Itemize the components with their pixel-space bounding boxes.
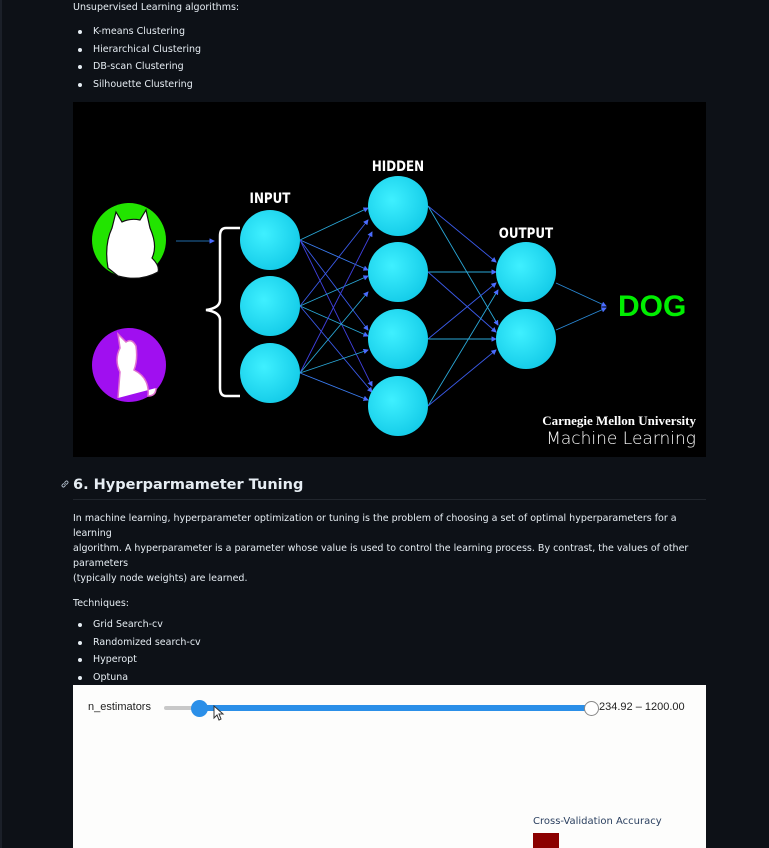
- label-hidden: HIDDEN: [371, 159, 425, 176]
- interactive-plot: [73, 685, 706, 848]
- list-item: Silhouette Clustering: [73, 76, 201, 94]
- credit-department: Machine Learning: [546, 429, 696, 449]
- list-item: Hyperopt: [73, 651, 713, 669]
- paragraph-line: algorithm. A hyperparameter is a parameter whose value is used to control the learning process. By contrast, the values of other parameters: [73, 543, 689, 569]
- unsupervised-list: [73, 23, 201, 93]
- input-nodes: [240, 176, 556, 436]
- legend-title: Cross-Validation Accuracy: [533, 816, 662, 827]
- mouse-cursor-icon: [213, 705, 225, 721]
- techniques-label: Techniques:: [73, 598, 129, 609]
- range-slider-selected[interactable]: [200, 705, 591, 711]
- slider-label: n_estimators: [88, 701, 151, 713]
- list-item: Grid Search-cv: [73, 616, 713, 634]
- list-item: Optuna: [73, 669, 713, 687]
- paragraph-line: In machine learning, hyperparameter optimization or tuning is the problem of choosing a set of optimal hyperparameters for a learning: [73, 513, 677, 539]
- credit-university: Carnegie Mellon University: [542, 413, 696, 428]
- slider-range-value: 234.92 – 1200.00: [599, 701, 685, 713]
- legend-color-swatch: [533, 833, 559, 848]
- list-item: K-means Clustering: [73, 23, 201, 41]
- range-slider-max-handle[interactable]: [584, 701, 599, 716]
- link-anchor-icon[interactable]: [60, 479, 70, 489]
- list-item: Hierarchical Clustering: [73, 41, 201, 59]
- section-body: [73, 511, 713, 704]
- section-title: 6. Hyperparmameter Tuning: [73, 477, 304, 493]
- page-left-border: [0, 0, 2, 848]
- result-label: DOG: [618, 290, 687, 323]
- section-heading: [73, 474, 706, 500]
- label-input: INPUT: [249, 191, 291, 208]
- range-slider-min-handle[interactable]: [191, 700, 208, 717]
- paragraph-line: (typically node weights) are learned.: [73, 573, 248, 584]
- label-output: OUTPUT: [498, 226, 554, 243]
- unsupervised-intro: Unsupervised Learning algorithms:: [73, 2, 240, 13]
- list-item: DB-scan Clustering: [73, 58, 201, 76]
- neural-network-diagram: [73, 102, 706, 457]
- list-item: Randomized search-cv: [73, 634, 713, 652]
- neural-network-figure: [73, 102, 706, 457]
